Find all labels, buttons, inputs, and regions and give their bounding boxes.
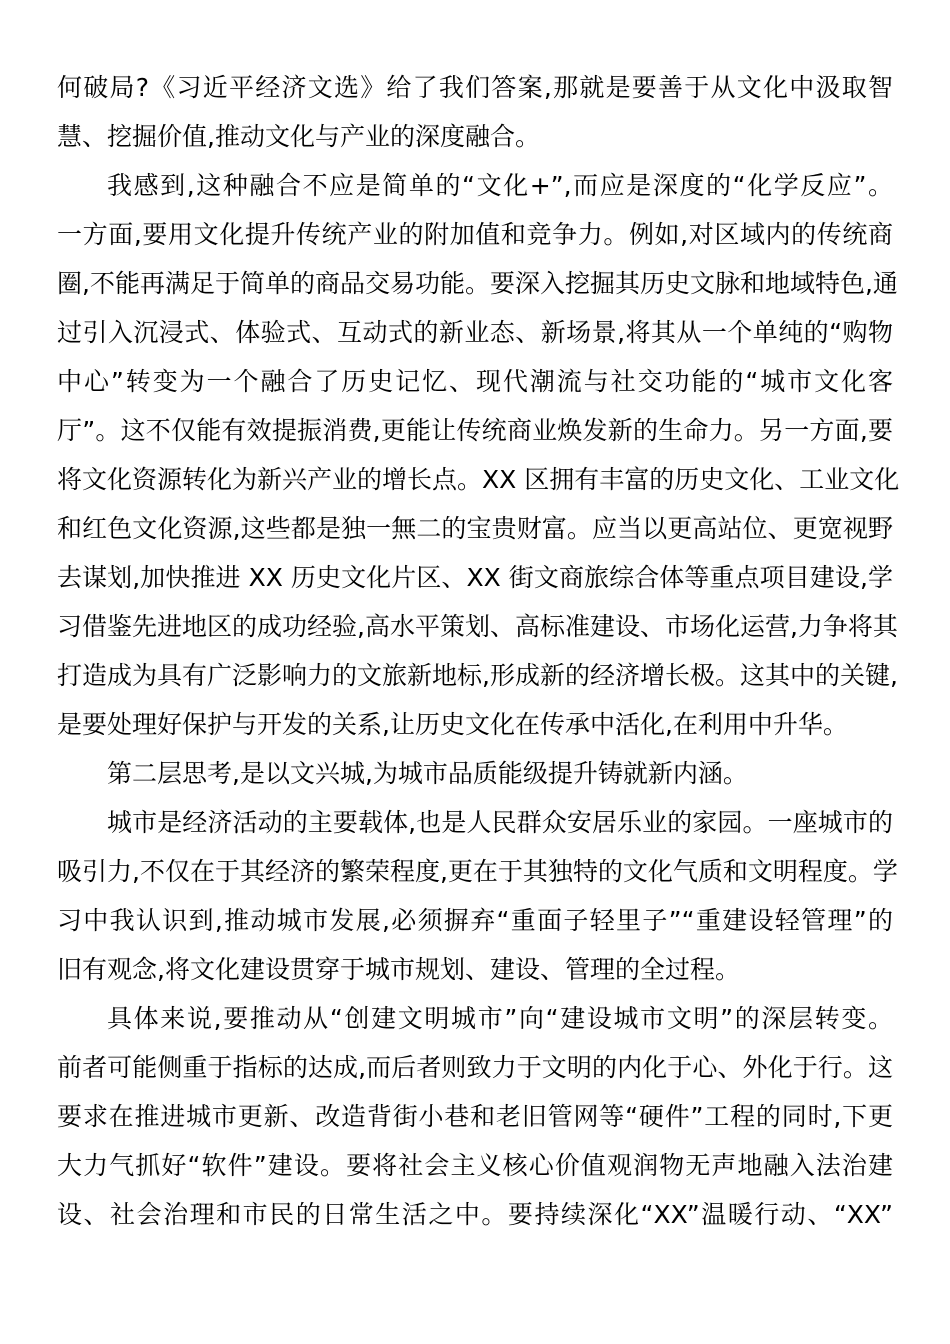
text-line: 设、社会治理和市民的日常生活之中。要持续深化“XX”温暖行动、“XX” (57, 1200, 893, 1229)
text-line: 吸引力,不仅在于其经济的繁荣程度,更在于其独特的文化气质和文明程度。学 (57, 857, 898, 886)
text-line: 习借鉴先进地区的成功经验,高水平策划、高标准建设、市场化运营,力争将其 (57, 612, 898, 641)
text-line: 城市是经济活动的主要载体,也是人民群众安居乐业的家园。一座城市的 (107, 808, 893, 837)
text-line: 打造成为具有广泛影响力的文旅新地标,形成新的经济增长极。这其中的关键, (57, 661, 898, 690)
text-line: 何破局?《习近平经济文选》给了我们答案,那就是要善于从文化中汲取智 (57, 73, 893, 102)
text-line: 前者可能侧重于指标的达成,而后者则致力于文明的内化于心、外化于行。这 (57, 1053, 893, 1082)
text-line: 是要处理好保护与开发的关系,让历史文化在传承中活化,在利用中升华。 (57, 710, 848, 739)
text-line: 第二层思考,是以文兴城,为城市品质能级提升铸就新内涵。 (107, 759, 748, 788)
text-line: 旧有观念,将文化建设贯穿于城市规划、建设、管理的全过程。 (57, 955, 740, 984)
text-line: 和红色文化资源,这些都是独一無二的宝贵财富。应当以更高站位、更宽视野 (57, 514, 893, 543)
text-line: 习中我认识到,推动城市发展,必须摒弃“重面子轻里子”“重建设轻管理”的 (57, 906, 893, 935)
text-line: 一方面,要用文化提升传统产业的附加值和竞争力。例如,对区域内的传统商 (57, 220, 893, 249)
text-line: 去谋划,加快推进 XX 历史文化片区、XX 街文商旅综合体等重点项目建设,学 (57, 563, 893, 592)
text-line: 要求在推进城市更新、改造背街小巷和老旧管网等“硬件”工程的同时,下更 (57, 1102, 893, 1131)
text-line: 慧、挖掘价值,推动文化与产业的深度融合。 (57, 122, 540, 151)
text-line: 过引入沉浸式、体验式、互动式的新业态、新场景,将其从一个单纯的“购物 (57, 318, 893, 347)
text-line: 厅”。这不仅能有效提振消费,更能让传统商业焕发新的生命力。另一方面,要 (57, 416, 893, 445)
text-line: 我感到,这种融合不应是简单的“文化+”,而应是深度的“化学反应”。 (107, 171, 893, 200)
text-line: 大力气抓好“软件”建设。要将社会主义核心价值观润物无声地融入法治建 (57, 1151, 893, 1180)
text-line: 圈,不能再满足于简单的商品交易功能。要深入挖掘其历史文脉和地域特色,通 (57, 269, 898, 298)
text-line: 将文化资源转化为新兴产业的增长点。XX 区拥有丰富的历史文化、工业文化 (57, 465, 900, 494)
text-line: 具体来说,要推动从“创建文明城市”向“建设城市文明”的深层转变。 (107, 1004, 893, 1033)
text-line: 中心”转变为一个融合了历史记忆、现代潮流与社交功能的“城市文化客 (57, 367, 893, 396)
